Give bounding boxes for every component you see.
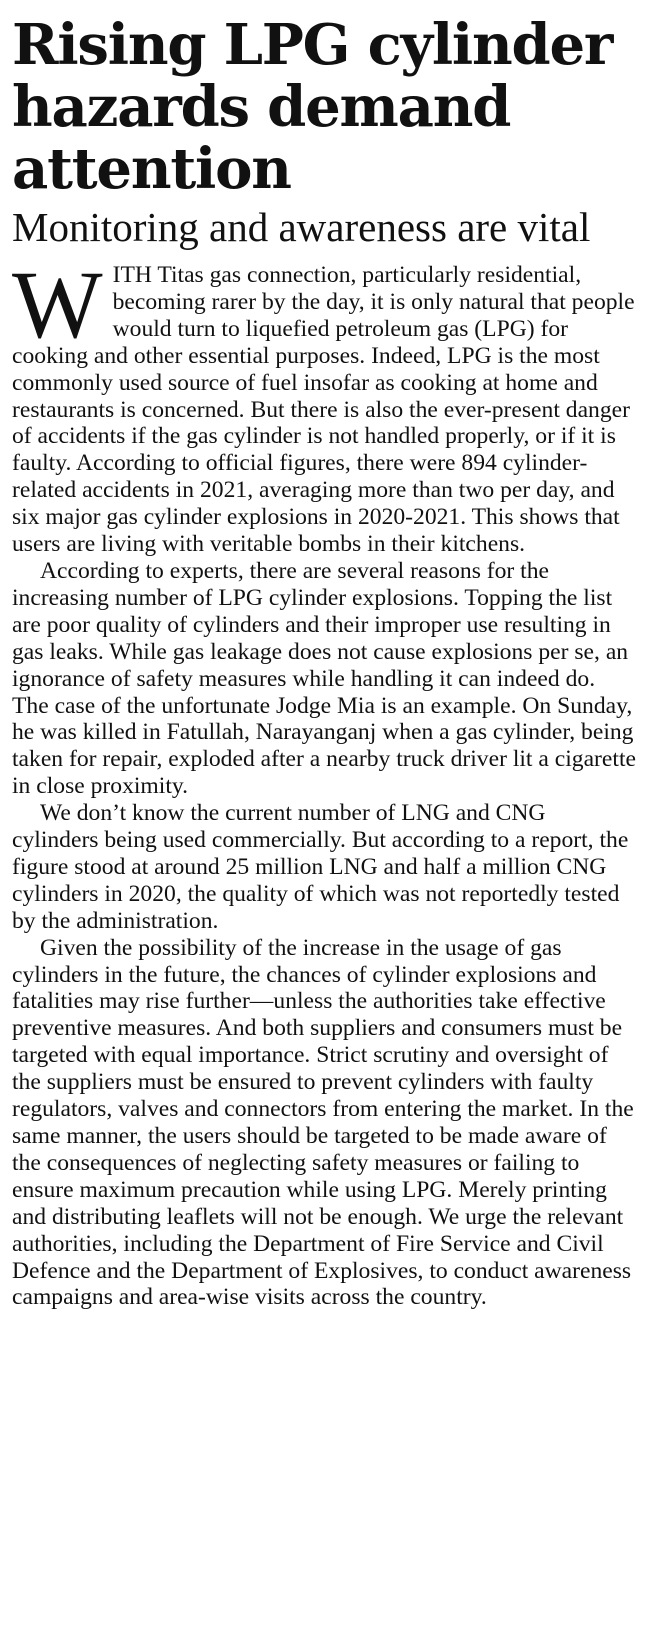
headline: Rising LPG cylinder hazards demand attention	[12, 12, 613, 202]
paragraph-2: According to experts, there are several reasons for the increasing number of LPG cylinder explosions. Topping the list are poor quality of cylinders and their improper use resulting in gas leaks. While gas leakage does not cause explosions per se, an ignorance of safety measures while handling it can indeed do. The case of the unfortunate Jodge Mia is an example. On Sunday, he was killed in Fatullah, Narayanganj when a gas cylinder, being taken for repair, exploded after a nearby truck driver lit a cigarette in close proximity.	[12, 557, 636, 800]
drop-cap: W	[12, 251, 103, 358]
paragraph-1-text: ITH Titas gas connection, particularly residential, becoming rarer by the day, it is only natural that people would turn to liquefied petroleum gas (LPG) for cooking and other essential purposes. Indeed, LPG is the most commonly used source of fuel insofar as cooking at home and restaurants is concerned. But there is also the ever-present danger of accidents if the gas cylinder is not handled properly, or if it is faulty. According to official figures, there were 894 cylinder-related accidents in 2021, averaging more than two per day, and six major gas cylinder explosions in 2020-2021. This shows that users are living with veritable bombs in their kitchens.	[12, 262, 635, 558]
paragraph-4: Given the possibility of the increase in the usage of gas cylinders in the future, the chances of cylinder explosions and fatalities may rise further—unless the authorities take effective preventive measures. And both suppliers and consumers must be targeted with equal importance. Strict scrutiny and oversight of the suppliers must be ensured to prevent cylinders with faulty regulators, valves and connectors from entering the market. In the same manner, the users should be targeted to be made aware of the consequences of neglecting safety measures or failing to ensure maximum precaution while using LPG. Merely printing and distributing leaflets will not be enough. We urge the relevant authorities, including the Department of Fire Service and Civil Defence and the Department of Explosives, to conduct awareness campaigns and area-wise visits across the country.	[12, 934, 634, 1311]
paragraph-3: We don’t know the current number of LNG and CNG cylinders being used commercially. But according to a report, the figure stood at around 25 million LNG and half a million CNG cylinders in 2020, the quality of which was not reportedly tested by the administration.	[12, 800, 629, 934]
subheadline: Monitoring and awareness are vital	[12, 204, 591, 250]
paragraph-1	[12, 251, 637, 558]
article-body	[12, 251, 637, 1311]
